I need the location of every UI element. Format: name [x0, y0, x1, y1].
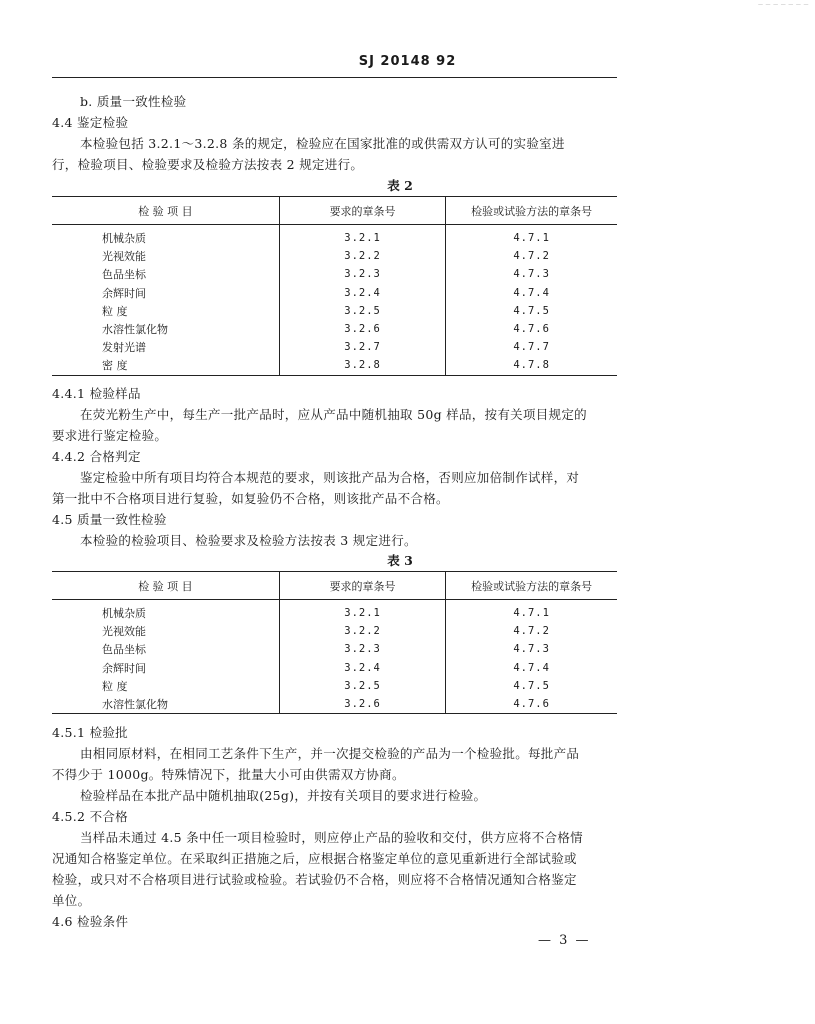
section-4-4-1-heading: 4.4.1 检验样品: [52, 386, 141, 401]
table-cell-method: 4.7.6: [513, 698, 550, 711]
paragraph-4-5-2-line-1: 当样品未通过 4.5 条中任一项目检验时，则应停止产品的验收和交付，供方应将不合格情: [80, 830, 583, 845]
section-4-6-heading: 4.6 检验条件: [52, 914, 129, 929]
section-b-heading: b. 质量一致性检验: [80, 94, 187, 109]
table-cell-method: 4.7.1: [513, 232, 550, 245]
table-row: [52, 600, 617, 623]
table-cell-method: 4.7.3: [513, 643, 550, 656]
table-cell-requirement: 3.2.1: [279, 225, 445, 248]
table-cell-method: 4.7.2: [513, 625, 550, 638]
table-cell-method: 4.7.7: [513, 341, 550, 354]
table-3-header-item: 检 验 项 目: [52, 572, 279, 600]
table-row: [52, 338, 617, 356]
page-number: — 3 —: [538, 933, 591, 948]
paragraph-4-4-2-line-1: 鉴定检验中所有项目均符合本规范的要求，则该批产品为合格，否则应加倍制作试样，对: [80, 470, 580, 485]
table-cell-item: 水溶性氯化物: [52, 320, 279, 338]
table-cell-requirement: 3.2.6: [279, 695, 445, 714]
table-2-header-item: 检 验 项 目: [52, 197, 279, 225]
table-2: [52, 196, 617, 376]
table-row: [52, 695, 617, 714]
paragraph-4-4-2-line-2: 第一批中不合格项目进行复验，如复验仍不合格，则该批产品不合格。: [52, 491, 449, 506]
table-row: [52, 302, 617, 320]
paragraph-4-4-1-line-1: 在荧光粉生产中，每生产一批产品时，应从产品中随机抽取 50g 样品，按有关项目规定的: [80, 407, 587, 422]
paragraph-4-5-1-line-2: 不得少于 1000g。特殊情况下，批量大小可由供需双方协商。: [52, 767, 405, 782]
table-row: [52, 320, 617, 338]
table-cell-requirement: 3.2.1: [279, 600, 445, 623]
table-cell-item: 发射光谱: [52, 338, 279, 356]
table-cell-method: 4.7.5: [513, 679, 550, 692]
section-4-4-heading: 4.4 鉴定检验: [52, 115, 129, 130]
table-row: [52, 622, 617, 640]
table-cell-requirement: 3.2.3: [279, 640, 445, 658]
table-3-header-method: 检验或试验方法的章条号: [446, 572, 617, 600]
section-4-5-2-heading: 4.5.2 不合格: [52, 809, 128, 824]
table-3-header-requirement: 要求的章条号: [279, 572, 445, 600]
paragraph-4-5-2-line-2: 况通知合格鉴定单位。在采取纠正措施之后，应根据合格鉴定单位的意见重新进行全部试验或: [52, 851, 577, 866]
table-cell-requirement: 3.2.8: [279, 356, 445, 375]
table-cell-method: 4.7.6: [513, 323, 550, 336]
table-cell-requirement: 3.2.2: [279, 247, 445, 265]
paragraph-4-5-2-line-4: 单位。: [52, 893, 91, 908]
table-cell-requirement: 3.2.4: [279, 659, 445, 677]
table-cell-item: 余辉时间: [52, 284, 279, 302]
table-cell-method: 4.7.8: [513, 359, 550, 372]
table-row: [52, 677, 617, 695]
header-rule: [52, 77, 617, 78]
table-row: [52, 659, 617, 677]
table-2-header-requirement: 要求的章条号: [279, 197, 445, 225]
table-cell-method: 4.7.4: [513, 286, 550, 299]
table-cell-item: 密 度: [52, 356, 279, 375]
paragraph-4-5-2-line-3: 检验，或只对不合格项目进行试验或检验。若试验仍不合格，则应将不合格情况通知合格鉴定: [52, 872, 577, 887]
paragraph-4-5-line-1: 本检验的检验项目、检验要求及检验方法按表 3 规定进行。: [80, 533, 417, 548]
table-cell-item: 余辉时间: [52, 659, 279, 677]
table-cell-method: 4.7.1: [513, 607, 550, 620]
table-cell-item: 水溶性氯化物: [52, 695, 279, 714]
paragraph-4-4-1-line-2: 要求进行鉴定检验。: [52, 428, 168, 443]
table-cell-requirement: 3.2.7: [279, 338, 445, 356]
table-cell-item: 机械杂质: [52, 225, 279, 248]
paragraph-4-4-line-1: 本检验包括 3.2.1～3.2.8 条的规定，检验应在国家批准的或供需双方认可的实验室进: [80, 136, 565, 151]
table-3: [52, 571, 617, 714]
table-row: [52, 284, 617, 302]
table-2-header-row: [52, 197, 617, 225]
table-row: [52, 640, 617, 658]
table-row: [52, 265, 617, 283]
table-row: [52, 356, 617, 375]
table-cell-item: 光视效能: [52, 247, 279, 265]
table-cell-item: 光视效能: [52, 622, 279, 640]
table-2-header-method: 检验或试验方法的章条号: [446, 197, 617, 225]
table-cell-item: 色品坐标: [52, 640, 279, 658]
table-cell-requirement: 3.2.3: [279, 265, 445, 283]
table-3-caption: 表 3: [387, 553, 413, 568]
table-cell-item: 机械杂质: [52, 600, 279, 623]
standard-code-header: SJ 20148 92: [358, 54, 457, 69]
table-2-caption: 表 2: [387, 178, 413, 193]
table-cell-item: 色品坐标: [52, 265, 279, 283]
table-cell-requirement: 3.2.2: [279, 622, 445, 640]
table-cell-method: 4.7.5: [513, 304, 550, 317]
table-cell-method: 4.7.3: [513, 268, 550, 281]
table-cell-requirement: 3.2.5: [279, 302, 445, 320]
paragraph-4-4-line-2: 行，检验项目、检验要求及检验方法按表 2 规定进行。: [52, 157, 364, 172]
section-4-5-heading: 4.5 质量一致性检验: [52, 512, 167, 527]
table-row: [52, 225, 617, 248]
section-4-4-2-heading: 4.4.2 合格判定: [52, 449, 141, 464]
table-3-header-row: [52, 572, 617, 600]
section-4-5-1-heading: 4.5.1 检验批: [52, 725, 128, 740]
table-cell-requirement: 3.2.5: [279, 677, 445, 695]
table-cell-item: 粒 度: [52, 677, 279, 695]
corner-mark: — — — — — — —: [757, 2, 809, 8]
table-cell-method: 4.7.2: [513, 250, 550, 263]
paragraph-4-5-1-line-1: 由相同原材料，在相同工艺条件下生产，并一次提交检验的产品为一个检验批。每批产品: [80, 746, 580, 761]
table-cell-item: 粒 度: [52, 302, 279, 320]
table-cell-requirement: 3.2.6: [279, 320, 445, 338]
table-cell-requirement: 3.2.4: [279, 284, 445, 302]
table-row: [52, 247, 617, 265]
paragraph-4-5-1-line-3: 检验样品在本批产品中随机抽取(25g)，并按有关项目的要求进行检验。: [80, 788, 487, 803]
table-cell-method: 4.7.4: [513, 661, 550, 674]
